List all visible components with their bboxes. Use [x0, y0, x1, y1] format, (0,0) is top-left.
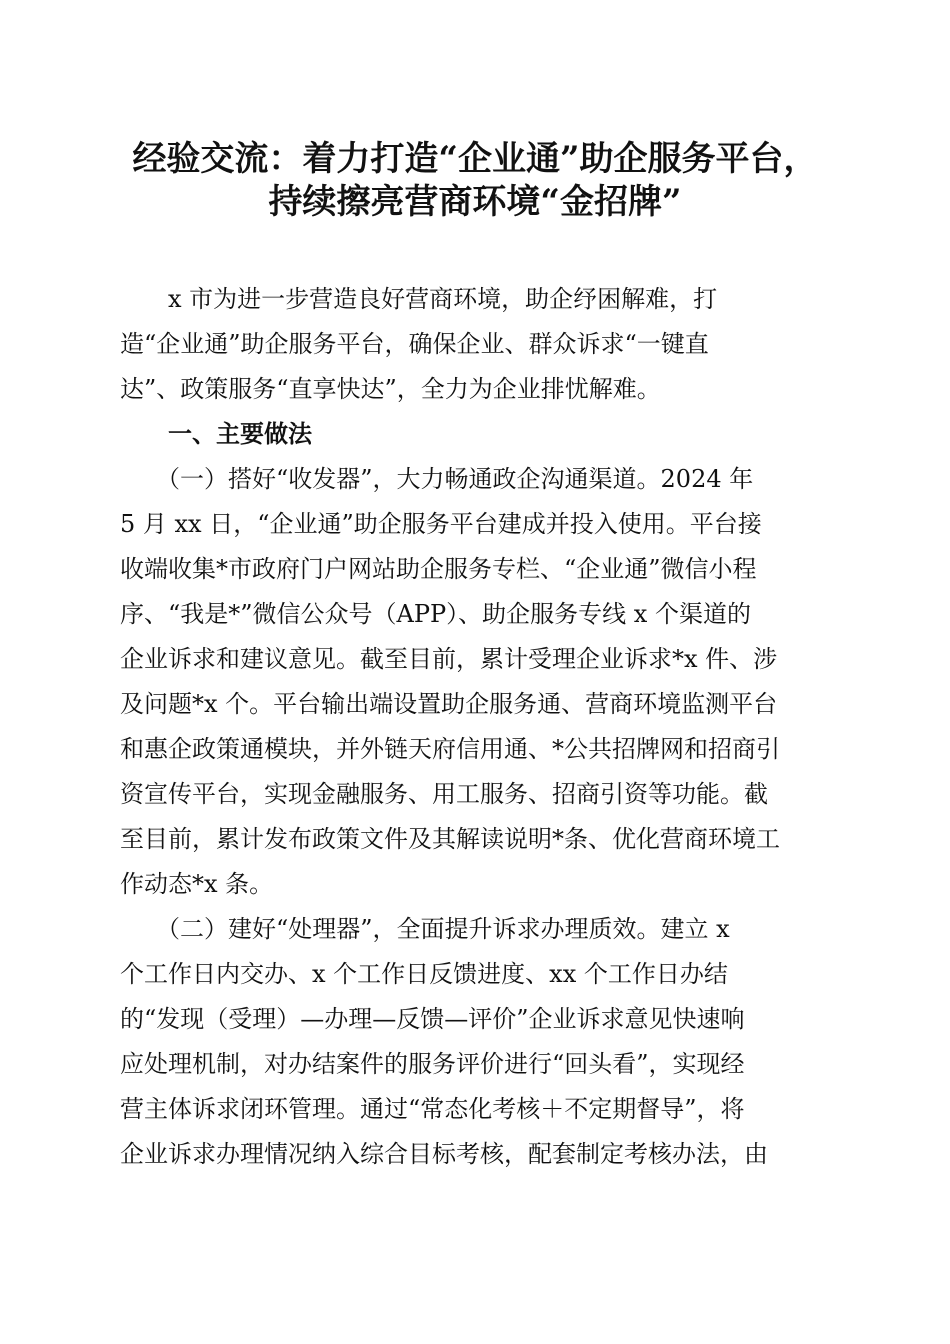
body-line: 和惠企政策通模块，并外链天府信用通、*公共招牌网和招商引: [120, 735, 780, 763]
body-line: 序、“我是*”微信公众号（APP）、助企服务专线 x 个渠道的: [120, 600, 751, 628]
section-heading: 一、主要做法: [120, 419, 312, 448]
body-line: x 市为进一步营造良好营商环境，助企纾困解难，打: [120, 285, 718, 313]
body-line: 收端收集*市政府门户网站助企服务专栏、“企业通”微信小程: [120, 555, 757, 583]
body-line: 资宣传平台，实现金融服务、用工服务、招商引资等功能。截: [120, 780, 768, 808]
body-line: 企业诉求和建议意见。截至目前，累计受理企业诉求*x 件、涉: [120, 645, 778, 673]
document-title-line-2: 持续擦亮营商环境“金招牌”: [268, 182, 682, 222]
body-line: 企业诉求办理情况纳入综合目标考核，配套制定考核办法，由: [120, 1140, 768, 1168]
body-line: 的“发现（受理）—办理—反馈—评价”企业诉求意见快速响: [120, 1005, 745, 1033]
body-line: 至目前，累计发布政策文件及其解读说明*条、优化营商环境工: [120, 825, 780, 853]
body-line: 达”、政策服务“直享快达”，全力为企业排忧解难。: [120, 375, 661, 403]
body-line: 个工作日内交办、x 个工作日反馈进度、xx 个工作日办结: [120, 960, 728, 988]
body-line: 造“企业通”助企服务平台，确保企业、群众诉求“一键直: [120, 330, 709, 358]
document-title-line-1: 经验交流：着力打造“企业通”助企服务平台，: [132, 139, 818, 179]
body-line: 应处理机制，对办结案件的服务评价进行“回头看”，实现经: [120, 1050, 745, 1078]
subsection-heading-line: （一）搭好“收发器”，大力畅通政企沟通渠道。2024 年: [120, 465, 754, 493]
body-line: 作动态*x 条。: [120, 870, 274, 898]
body-line: 5 月 xx 日，“企业通”助企服务平台建成并投入使用。平台接: [120, 510, 762, 538]
subsection-heading-line: （二）建好“处理器”，全面提升诉求办理质效。建立 x: [120, 915, 730, 943]
body-line: 营主体诉求闭环管理。通过“常态化考核＋不定期督导”，将: [120, 1095, 745, 1123]
body-line: 及问题*x 个。平台输出端设置助企服务通、营商环境监测平台: [120, 690, 778, 718]
